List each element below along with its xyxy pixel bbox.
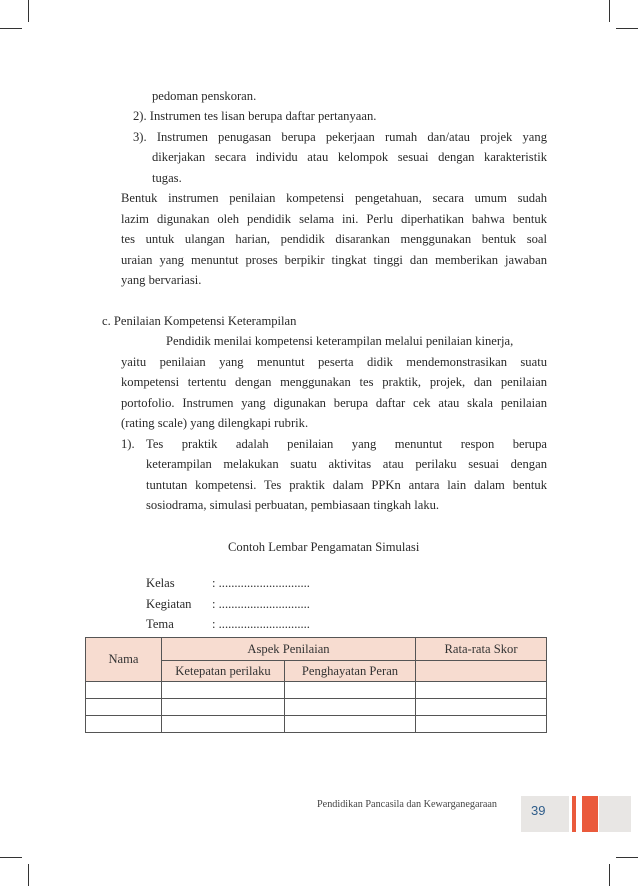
header-rata-rata-skor: Rata-rata Skor: [416, 638, 547, 661]
form-label-tema: Tema: [146, 617, 174, 631]
table-cell: [416, 682, 547, 699]
section-heading: c. Penilaian Kompetensi Keterampilan: [102, 314, 297, 328]
crop-mark: [609, 0, 610, 22]
crop-mark: [609, 864, 610, 886]
crop-mark: [0, 28, 22, 29]
table-cell: [162, 716, 285, 733]
text-line: pedoman penskoran.: [152, 89, 257, 103]
table-cell: [285, 699, 416, 716]
text-line: Pendidik menilai kompetensi keterampilan melalui penilaian kinerja,: [166, 334, 514, 348]
text-line: keterampilan melakukan suatu aktivitas atau perilaku sesuai dengan: [146, 457, 547, 471]
text-line: Tes praktik adalah penilaian yang menuntut respon berupa: [146, 437, 547, 451]
table-cell: [285, 682, 416, 699]
header-aspek-penilaian: Aspek Penilaian: [162, 638, 416, 661]
table-cell: [285, 716, 416, 733]
text-line: kompetensi tertentu dengan menggunakan tes praktik, projek, dan penilaian: [121, 375, 547, 389]
form-value-tema: : .............................: [212, 617, 310, 631]
header-empty: [416, 661, 547, 682]
table-cell: [86, 682, 162, 699]
crop-mark: [616, 857, 638, 858]
text-line: yaitu penilaian yang menuntut peserta didik mendemonstrasikan suatu: [121, 355, 547, 369]
table-row: [86, 682, 547, 699]
text-line: dikerjakan secara individu atau kelompok sesuai dengan karakteristik: [152, 150, 547, 164]
header-ketepatan-perilaku: Ketepatan perilaku: [162, 661, 285, 682]
footer-decor-strip: [599, 796, 631, 832]
crop-mark: [0, 857, 22, 858]
form-value-kegiatan: : .............................: [212, 597, 310, 611]
table-cell: [86, 716, 162, 733]
page-number: 39: [531, 803, 546, 818]
text-line: tugas.: [152, 171, 182, 185]
assessment-table: [85, 637, 547, 733]
list-number: 1).: [121, 437, 135, 451]
form-label-kegiatan: Kegiatan: [146, 597, 192, 611]
text-line: (rating scale) yang dilengkapi rubrik.: [121, 416, 309, 430]
table-cell: [416, 699, 547, 716]
footer-decor-bar: [582, 796, 598, 832]
text-line: Bentuk instrumen penilaian kompetensi pengetahuan, secara umum sudah: [121, 191, 547, 205]
text-line: yang bervariasi.: [121, 273, 202, 287]
table-cell: [86, 699, 162, 716]
caption: Contoh Lembar Pengamatan Simulasi: [228, 540, 420, 554]
crop-mark: [616, 28, 638, 29]
footer-decor-bar: [572, 796, 576, 832]
text-line: lazim digunakan oleh pendidik selama ini. Perlu diperhatikan bahwa bentuk: [121, 212, 547, 226]
crop-mark: [28, 864, 29, 886]
text-line: 3). Instrumen penugasan berupa pekerjaan rumah dan/atau projek yang: [133, 130, 547, 144]
form-label-kelas: Kelas: [146, 576, 175, 590]
table-row: [86, 716, 547, 733]
form-value-kelas: : .............................: [212, 576, 310, 590]
text-line: tuntutan kompetensi. Tes praktik dalam PPKn antara lain dalam bentuk: [146, 478, 547, 492]
text-line: tes untuk ulangan harian, pendidik disarankan menggunakan bentuk soal: [121, 232, 547, 246]
header-nama: Nama: [86, 638, 162, 682]
header-penghayatan-peran: Penghayatan Peran: [285, 661, 416, 682]
text-line: 2). Instrumen tes lisan berupa daftar pertanyaan.: [133, 109, 377, 123]
text-line: sosiodrama, simulasi perbuatan, pembiasaan tingkah laku.: [146, 498, 440, 512]
crop-mark: [28, 0, 29, 22]
text-line: uraian yang menuntut proses berpikir tingkat tinggi dan memberikan jawaban: [121, 253, 547, 267]
footer-book-title: Pendidikan Pancasila dan Kewarganegaraan: [317, 799, 498, 810]
text-line: portofolio. Instrumen yang digunakan berupa daftar cek atau skala penilaian: [121, 396, 547, 410]
table-cell: [162, 682, 285, 699]
table-cell: [416, 716, 547, 733]
table-row: [86, 699, 547, 716]
table-cell: [162, 699, 285, 716]
